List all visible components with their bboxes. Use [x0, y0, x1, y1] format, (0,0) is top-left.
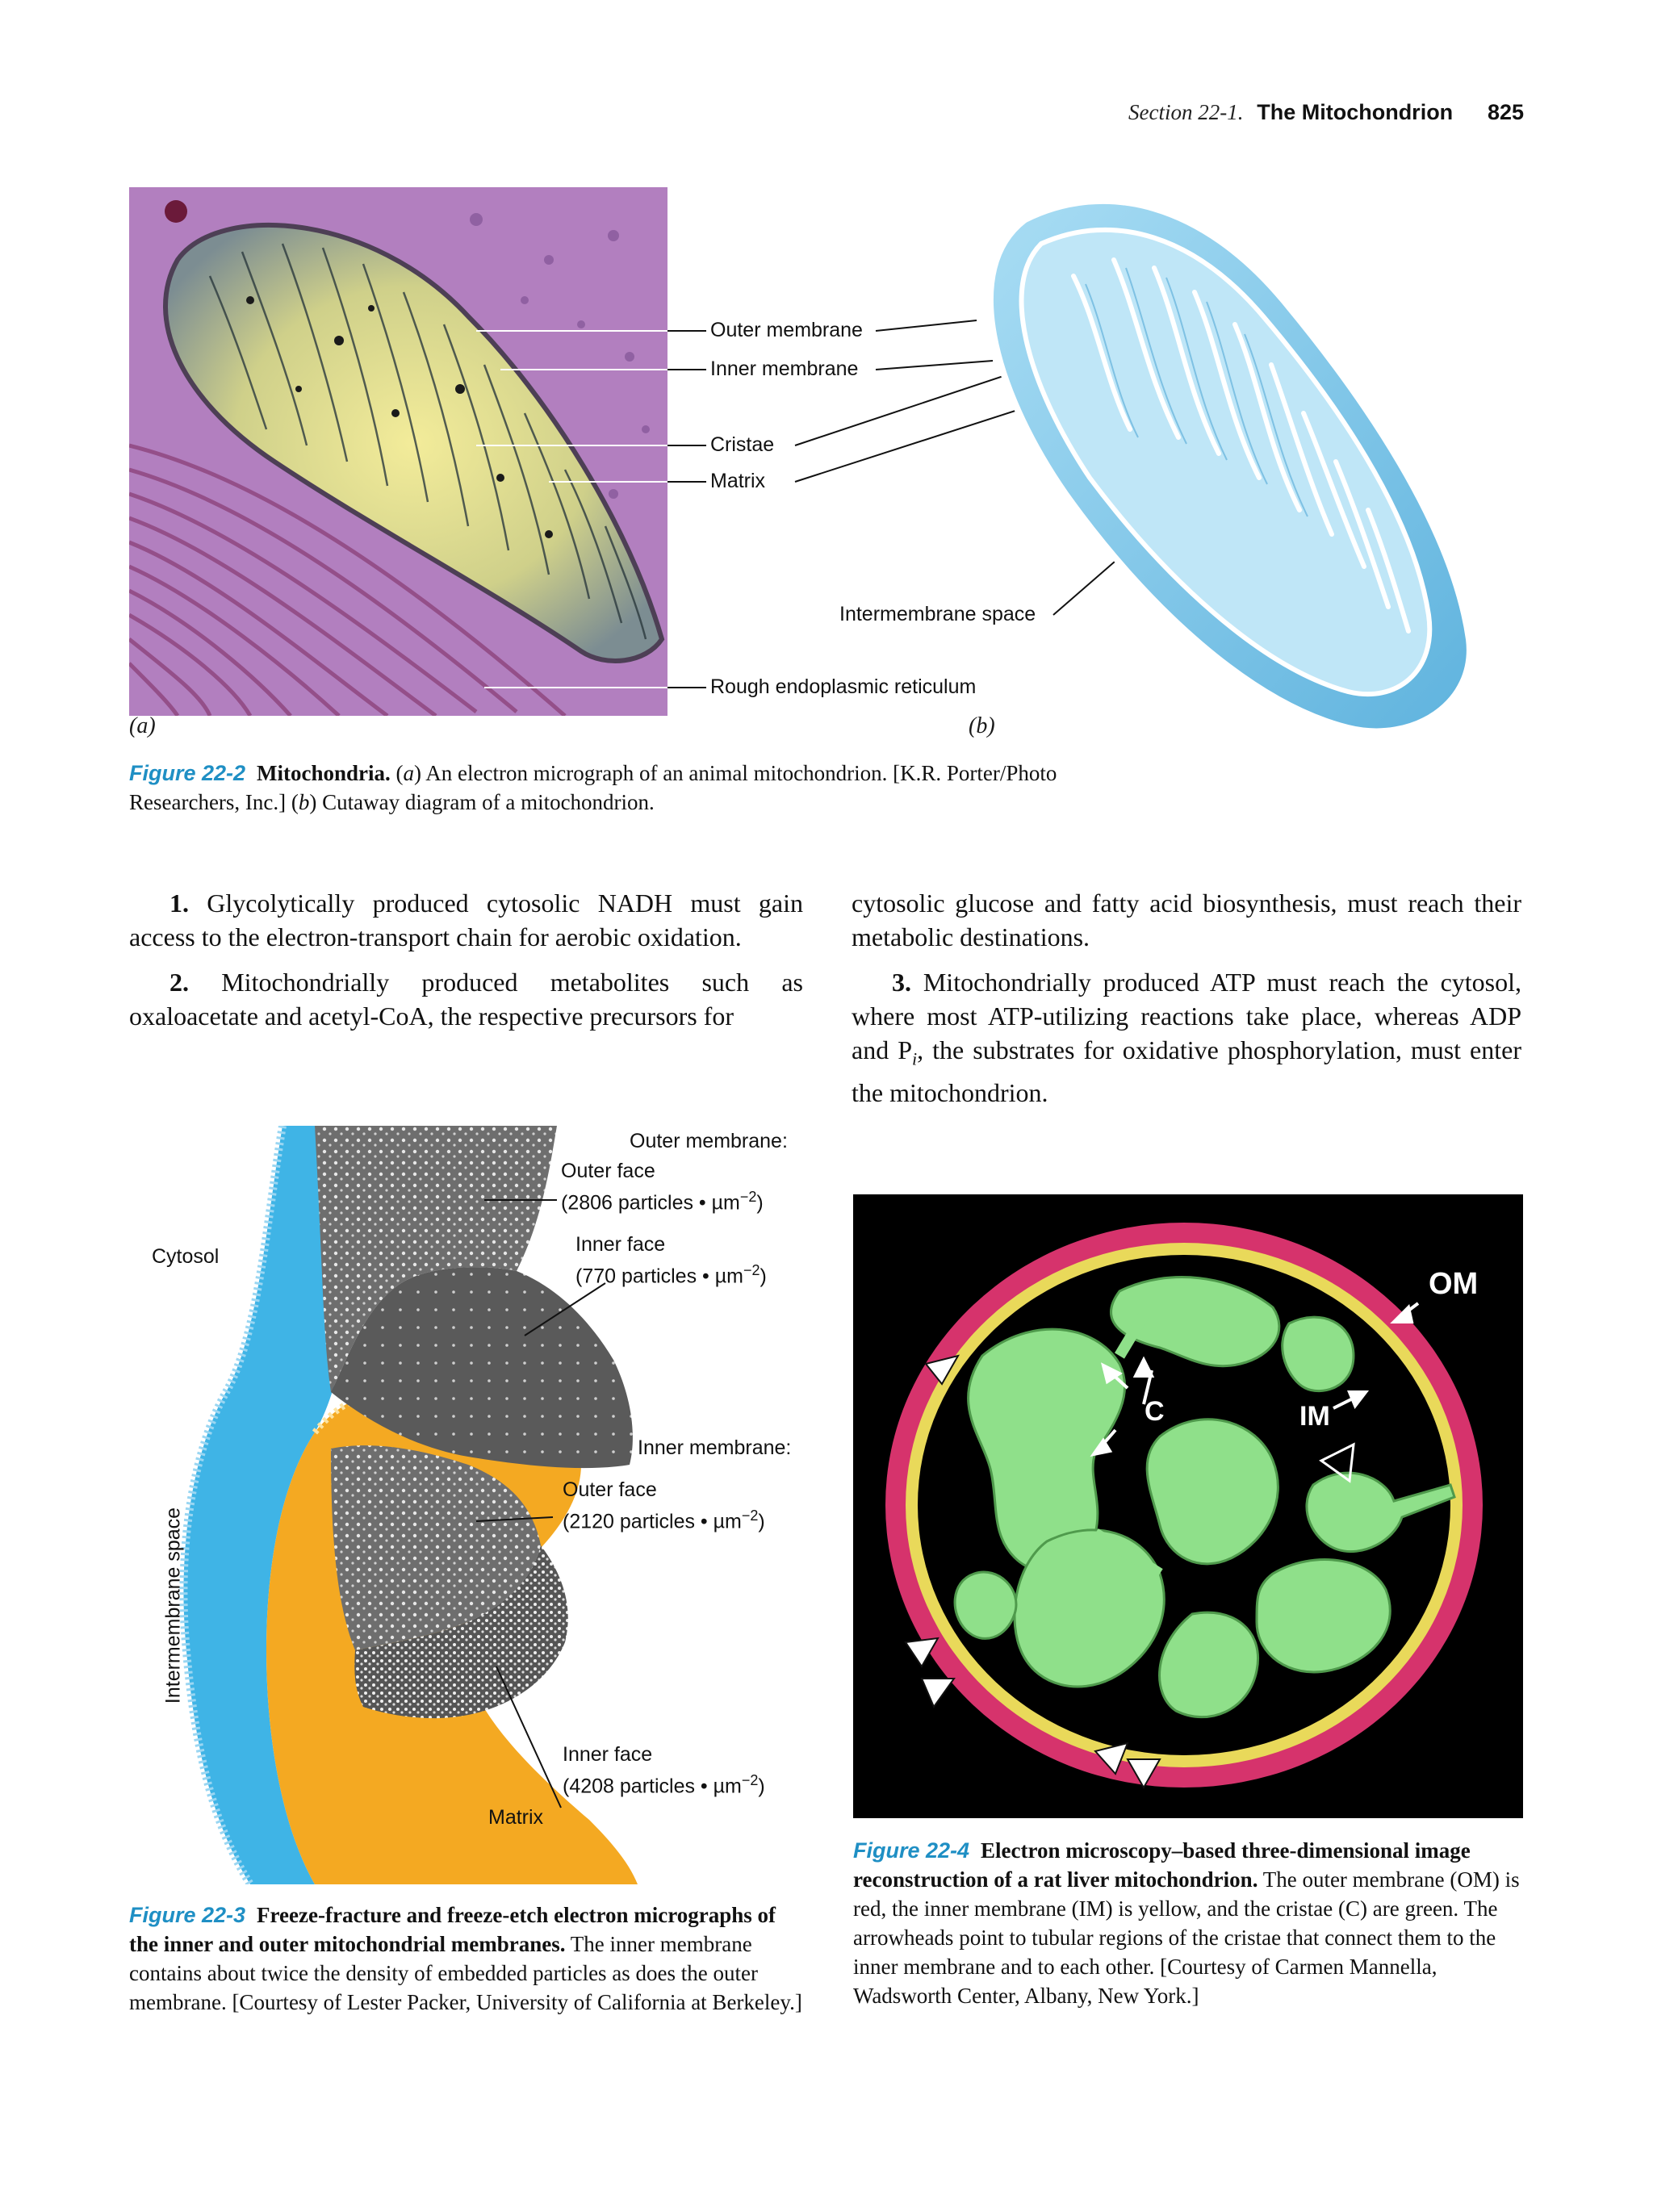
list-item-3	[852, 965, 1521, 1110]
panel-label-b: (b)	[969, 713, 995, 738]
page-number: 825	[1487, 100, 1524, 124]
list-item-text: Mitochondrially produced metabolites such as oxaloacetate and acetyl-CoA, the respective precursors for	[129, 968, 803, 1031]
label-matrix: Matrix	[710, 470, 766, 492]
figure-number: Figure 22-3	[129, 1903, 246, 1927]
section-title: The Mitochondrion	[1257, 100, 1454, 124]
figure-22-3	[129, 1126, 839, 1884]
label-om-outer-face: Outer face	[561, 1160, 655, 1182]
body-column-left	[129, 886, 803, 1044]
caption-panel-a: a	[403, 761, 415, 785]
label-im: IM	[1299, 1401, 1330, 1432]
label-im-outer-face-count	[563, 1507, 765, 1533]
exponent: −2	[741, 1507, 759, 1524]
label-cytosol: Cytosol	[152, 1245, 220, 1268]
section-label: Section 22-1.	[1128, 100, 1244, 124]
caption-paren: (	[291, 790, 299, 814]
freeze-fracture-illustration	[129, 1126, 839, 1884]
label-c: C	[1145, 1396, 1165, 1427]
list-item-number: 1.	[169, 889, 189, 918]
list-item-number: 2.	[169, 968, 189, 997]
figure-22-2-caption	[129, 759, 1098, 817]
mitochondrion-cutaway-diagram	[944, 187, 1509, 744]
label-inner-membrane: Inner membrane	[710, 358, 859, 380]
exponent: −2	[743, 1262, 760, 1278]
subscript-i: i	[912, 1048, 918, 1069]
exponent: −2	[739, 1189, 757, 1205]
caption-title: Electron microscopy–based three-dimensional image reconstruction of a rat liver mitochondrion.	[853, 1838, 1471, 1892]
label-outer-membrane-heading: Outer membrane:	[630, 1130, 788, 1152]
label-im-inner-face: Inner face	[563, 1743, 653, 1766]
particle-count: (4208 particles • µm	[563, 1775, 742, 1798]
figure-22-3-caption	[129, 1900, 807, 2017]
close-paren: )	[760, 1265, 767, 1288]
caption-paren: )	[309, 790, 317, 814]
list-item-2-continued: cytosolic glucose and fatty acid biosynthesis, must reach their metabolic destinations.	[852, 889, 1521, 951]
panel-label-a: (a)	[129, 713, 156, 738]
figure-22-4-reconstruction	[853, 1194, 1523, 1818]
label-om-outer-face-count	[561, 1189, 764, 1215]
label-intermembrane-space: Intermembrane space	[839, 603, 1036, 625]
label-intermembrane-space-vertical: Intermembrane space	[161, 1507, 185, 1704]
close-paren: )	[758, 1775, 765, 1798]
exponent: −2	[741, 1772, 759, 1788]
particle-count: (2806 particles • µm	[561, 1191, 740, 1215]
close-paren: )	[758, 1510, 765, 1533]
list-item-number: 3.	[892, 968, 911, 997]
figure-22-4-caption	[853, 1836, 1523, 2010]
caption-title: Mitochondria.	[257, 761, 391, 785]
label-inner-membrane-heading: Inner membrane:	[638, 1436, 792, 1459]
caption-panel-b: b	[298, 790, 310, 814]
label-om-inner-face-count	[575, 1262, 767, 1288]
list-item-text: Mitochondrially produced ATP must reach the cytosol, where most ATP-utilizing reactions take place, whereas ADP and P	[852, 968, 1521, 1064]
caption-text-b: Cutaway diagram of a mitochondrion.	[316, 790, 655, 814]
close-paren: )	[756, 1191, 764, 1215]
caption-text: The outer membrane (OM) is red, the inner membrane (IM) is yellow, and the cristae (C) are green. The arrowheads point to tubular regions of the cristae that connect them to the inner membrane and to each other. [Courtesy of Carmen Mannella, Wadsworth Center, Albany, New York.]	[853, 1867, 1520, 2008]
label-im-inner-face-count	[563, 1772, 765, 1798]
list-item-2	[129, 965, 803, 1033]
caption-text: The inner membrane contains about twice the density of embedded particles as does the outer membrane. [Courtesy of Lester Packer, University of California at Berkeley.]	[129, 1932, 802, 2014]
caption-title: Freeze-fracture and freeze-etch electron micrographs of the inner and outer mitochondrial membranes.	[129, 1903, 776, 1956]
caption-paren: (	[395, 761, 404, 785]
label-cristae: Cristae	[710, 433, 775, 456]
list-item-text: , the substrates for oxidative phosphorylation, must enter the mitochondrion.	[852, 1035, 1522, 1108]
body-column-right	[852, 886, 1521, 1121]
particle-count: (2120 particles • µm	[563, 1510, 742, 1533]
label-rough-er: Rough endoplasmic reticulum	[710, 675, 977, 698]
figure-number: Figure 22-4	[853, 1838, 970, 1863]
label-om: OM	[1429, 1267, 1479, 1301]
particle-count: (770 particles • µm	[575, 1265, 743, 1288]
figure-number: Figure 22-2	[129, 761, 246, 785]
running-head	[1128, 100, 1524, 125]
label-om-inner-face: Inner face	[575, 1233, 666, 1256]
label-outer-membrane: Outer membrane	[710, 319, 863, 341]
caption-text-a: An electron micrograph of an animal mitochondrion. [K.R. Porter/Photo Researchers, Inc.]	[129, 761, 1057, 814]
label-matrix: Matrix	[488, 1806, 544, 1829]
figure-22-2	[129, 187, 1525, 744]
label-im-outer-face: Outer face	[563, 1478, 657, 1501]
list-item-text: Glycolytically produced cytosolic NADH must gain access to the electron-transport chain for aerobic oxidation.	[129, 889, 803, 951]
list-item-1	[129, 886, 803, 954]
caption-paren: )	[414, 761, 422, 785]
